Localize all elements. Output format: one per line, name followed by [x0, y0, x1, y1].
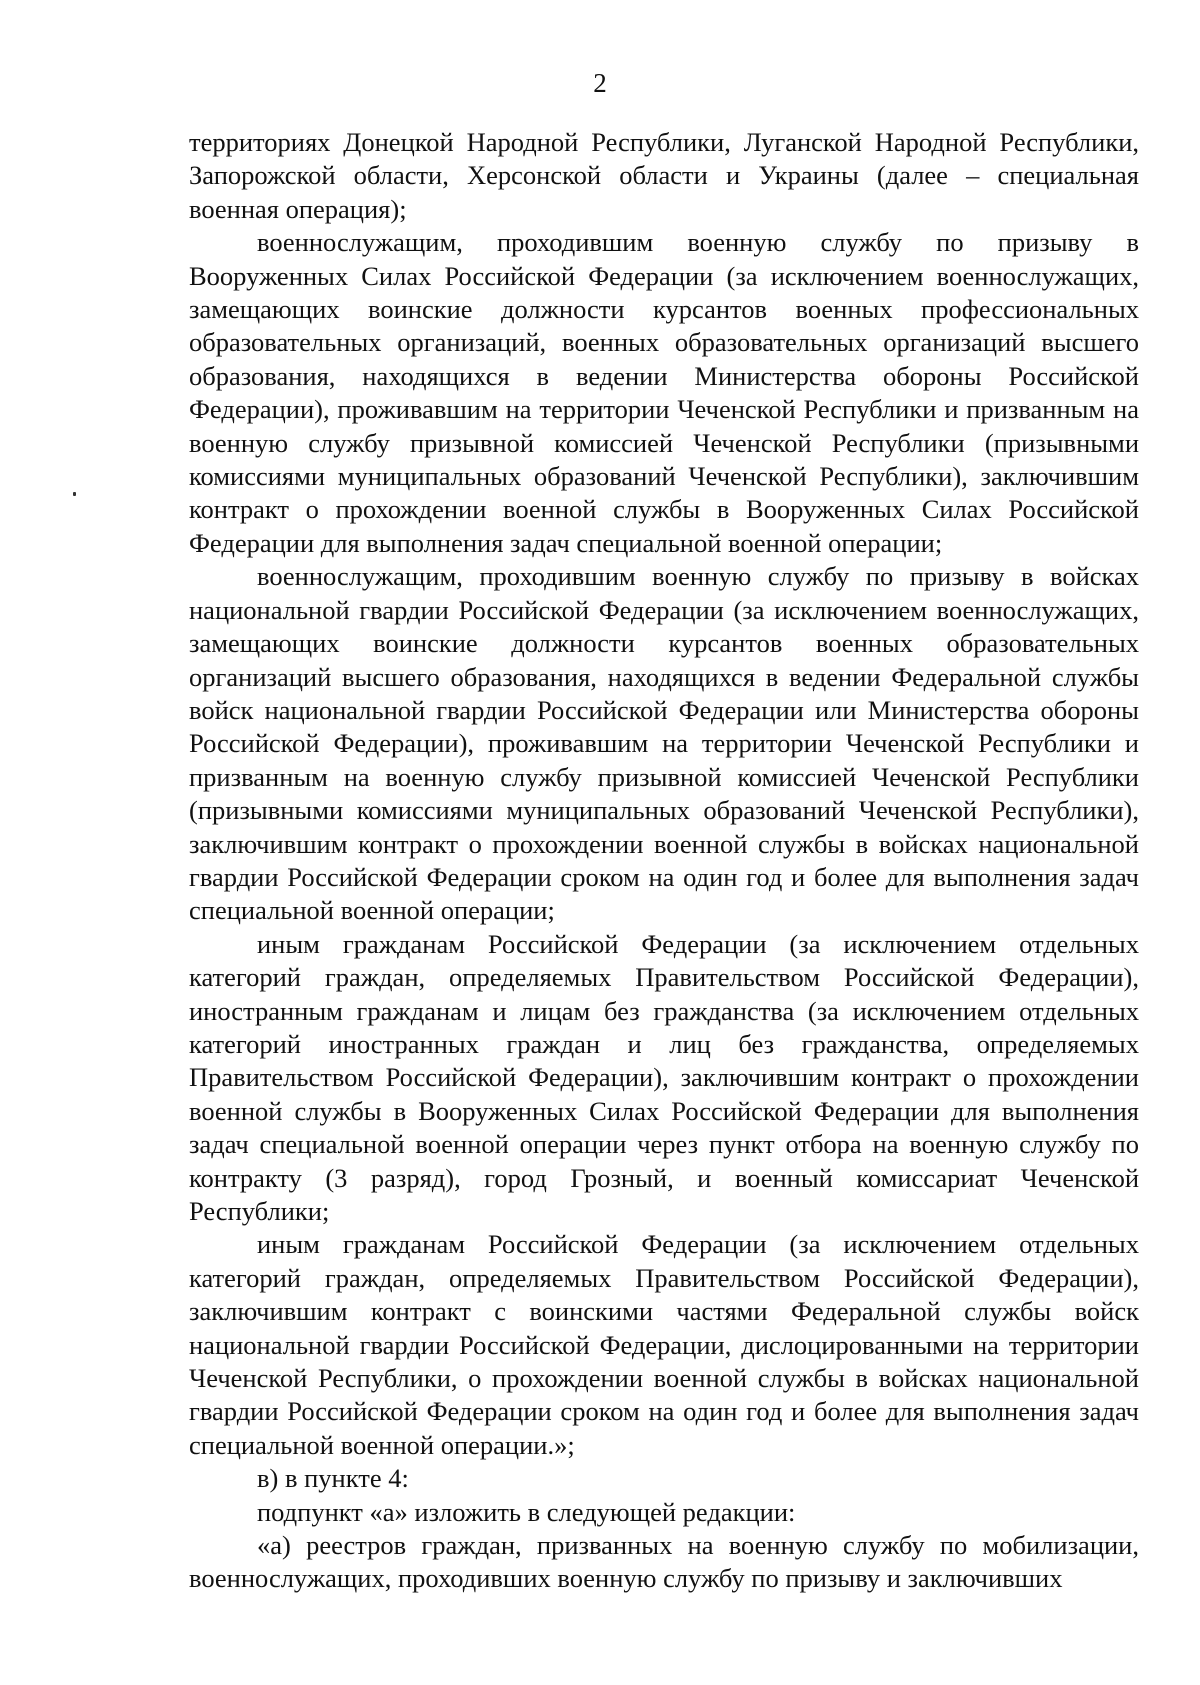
- paragraph-continuation: территориях Донецкой Народной Республики, Луганской Народной Республики, Запорожской области, Херсонской области и Украины (далее – специальная военная операция);: [189, 127, 1139, 224]
- paragraph-subitem-a-intro: подпункт «а» изложить в следующей редакции:: [257, 1496, 796, 1527]
- paragraph-subitem-a-text: «а) реестров граждан, призванных на военную службу по мобилизации, военнослужащих, проходивших военную службу по призыву и заключивших: [189, 1530, 1139, 1594]
- paragraph-other-citizens-armed-forces: иным гражданам Российской Федерации (за исключением отдельных категорий граждан, определяемых Правительством Российской Федерации), иностранным гражданам и лицам без гражданства (за исключением отдельных категорий иностранных граждан и лиц без гражданства, определяемых Правительством Российской Федерации), заключившим контракт о прохождении военной службы в Вооруженных Силах Российской Федерации для выполнения задач специальной военной операции через пункт отбора на военную службу по контракту (3 разряд), город Грозный, и военный комиссариат Чеченской Республики;: [189, 928, 1139, 1226]
- paragraph-other-citizens-national-guard: иным гражданам Российской Федерации (за исключением отдельных категорий граждан, определяемых Правительством Российской Федерации), заключившим контракт с воинскими частями Федеральной службы войск национальной гвардии Российской Федерации, дислоцированными на территории Чеченской Республики, о прохождении военной службы в войсках национальной гвардии Российской Федерации сроком на один год и более для выполнения задач специальной военной операции.»;: [189, 1229, 1139, 1460]
- paragraph-item-v: в) в пункте 4:: [257, 1463, 409, 1494]
- scan-speck: [73, 492, 76, 496]
- document-body: [189, 126, 1139, 1596]
- paragraph-conscripts-armed-forces: военнослужащим, проходившим военную службу по призыву в Вооруженных Силах Российской Федерации (за исключением военнослужащих, замещающих воинские должности курсантов военных профессиональных образовательных организаций, военных образовательных организаций высшего образования, находящихся в ведении Министерства обороны Российской Федерации), проживавшим на территории Чеченской Республики и призванным на военную службу призывной комиссией Чеченской Республики (призывными комиссиями муниципальных образований Чеченской Республики), заключившим контракт о прохождении военной службы в Вооруженных Силах Российской Федерации для выполнения задач специальной военной операции;: [189, 227, 1139, 558]
- paragraph-conscripts-national-guard: военнослужащим, проходившим военную службу по призыву в войсках национальной гвардии Российской Федерации (за исключением военнослужащих, замещающих воинские должности курсантов военных образовательных организаций высшего образования, находящихся в ведении Федеральной службы войск национальной гвардии Российской Федерации или Министерства обороны Российской Федерации), проживавшим на территории Чеченской Республики и призванным на военную службу призывной комиссией Чеченской Республики (призывными комиссиями муниципальных образований Чеченской Республики), заключившим контракт о прохождении военной службы в войсках национальной гвардии Российской Федерации сроком на один год и более для выполнения задач специальной военной операции;: [189, 561, 1139, 926]
- page-number: 2: [593, 68, 607, 98]
